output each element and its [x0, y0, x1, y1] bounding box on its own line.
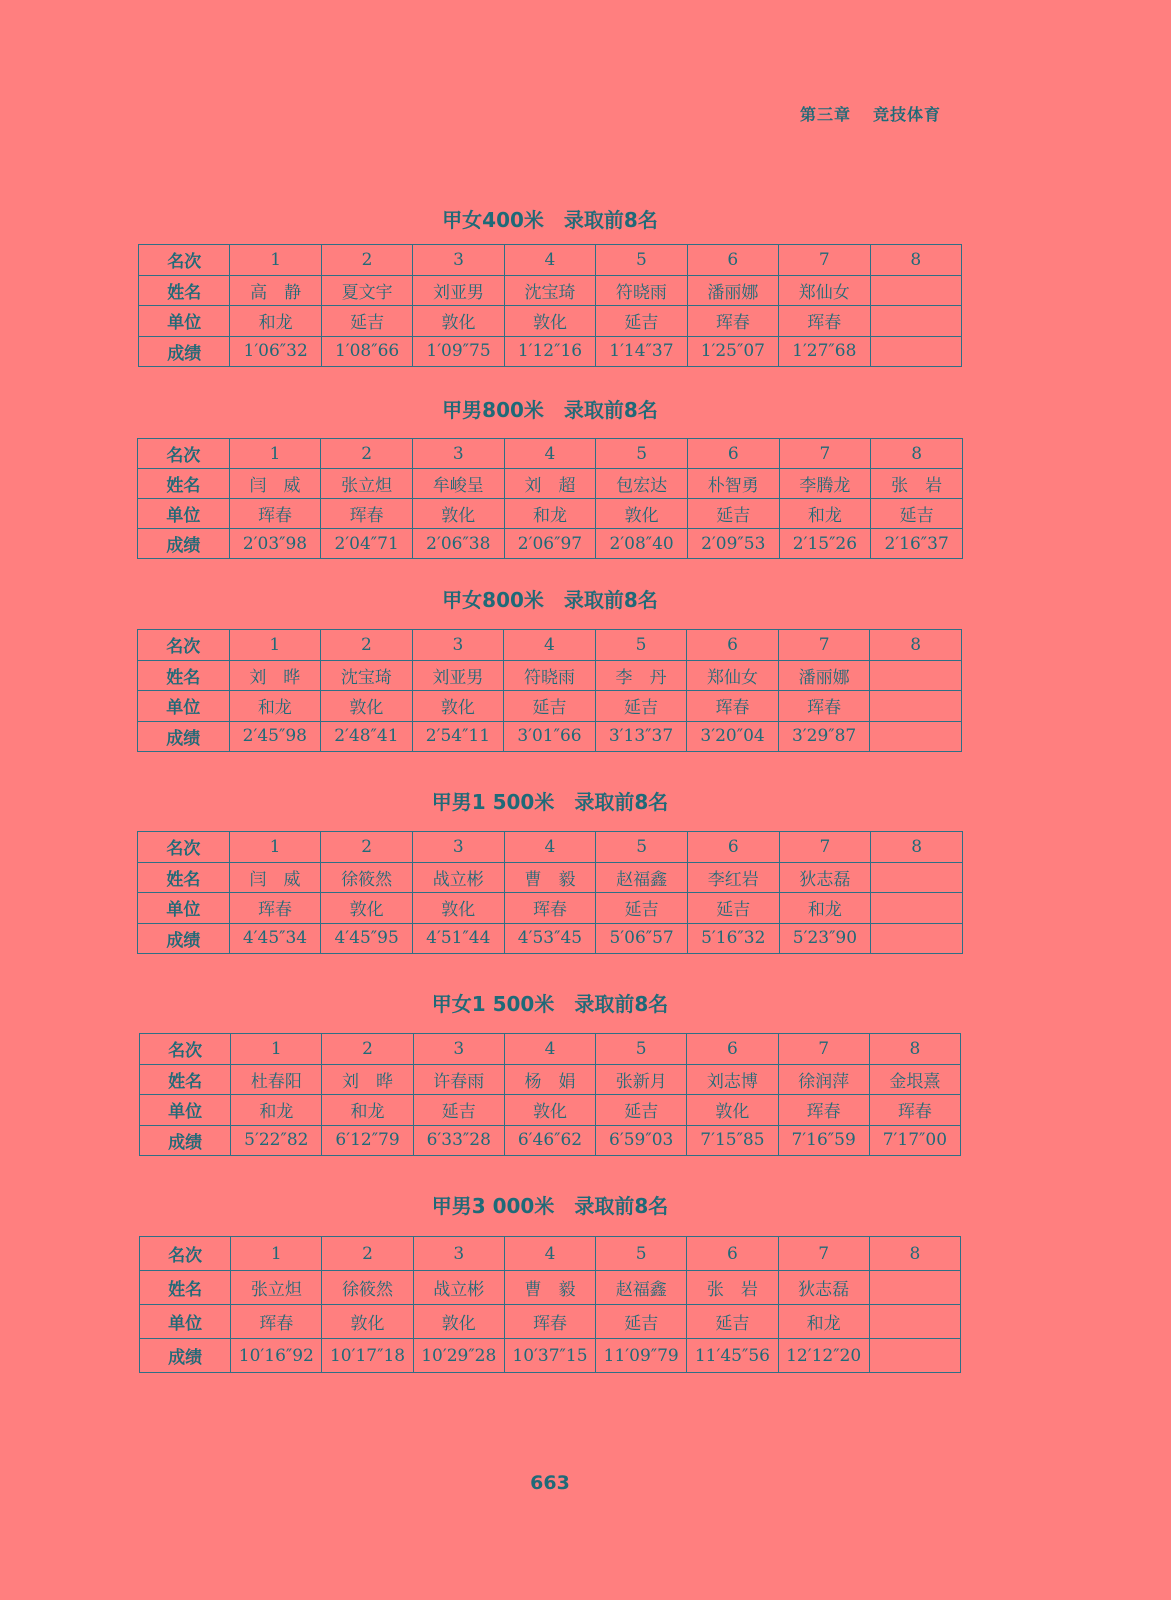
table-cell: 6 — [687, 630, 779, 661]
table-cell: 曹 毅 — [504, 862, 596, 893]
unit-row — [140, 1305, 961, 1339]
chapter-label: 第三章 — [799, 105, 851, 124]
table-cell: 敦化 — [321, 691, 413, 722]
table-cell: 6 — [687, 439, 779, 469]
table-cell: 李 丹 — [595, 660, 687, 691]
table-cell: 朴智勇 — [687, 469, 779, 499]
row-header-cell: 名次 — [140, 1237, 231, 1271]
table-cell: 延吉 — [596, 893, 688, 924]
table-cell: 7 — [778, 1034, 869, 1065]
table-cell — [869, 1339, 960, 1373]
table-cell: 5 — [595, 630, 687, 661]
section-label: 竞技体育 — [872, 105, 941, 124]
table-cell: 张立炟 — [321, 469, 413, 499]
table-cell: 金垠熹 — [869, 1064, 960, 1095]
page-number: 663 — [530, 1472, 570, 1494]
table-cell: 和龙 — [230, 306, 321, 337]
table-cell: 珲春 — [869, 1095, 960, 1126]
table-cell: 3 — [412, 439, 504, 469]
table-cell: 2 — [322, 1237, 413, 1271]
table-cell: 刘亚男 — [413, 275, 504, 306]
table-cell: 李红岩 — [687, 862, 779, 893]
table-cell: 牟峻呈 — [412, 469, 504, 499]
table-cell: 赵福鑫 — [596, 1271, 687, 1305]
table-cell: 和龙 — [231, 1095, 322, 1126]
table-cell: 刘亚男 — [412, 660, 504, 691]
table-cell: 6′46″62 — [504, 1125, 595, 1156]
row-header-cell: 姓名 — [138, 469, 230, 499]
table-cell: 7′16″59 — [778, 1125, 869, 1156]
rank-row — [140, 1237, 961, 1271]
table-cell: 3 — [412, 630, 504, 661]
table-cell: 2′09″53 — [687, 529, 779, 559]
table-cell: 1′08″66 — [321, 336, 412, 367]
table-cell: 珲春 — [779, 306, 870, 337]
event-title: 甲女400米 录取前8名 — [442, 208, 658, 232]
table-cell: 1′25″07 — [687, 336, 778, 367]
table-cell: 7 — [779, 832, 871, 863]
table-cell: 6 — [687, 1034, 778, 1065]
name-row — [140, 1271, 961, 1305]
results-table — [138, 244, 962, 367]
table-cell: 李腾龙 — [779, 469, 871, 499]
table-cell: 2′48″41 — [321, 721, 413, 752]
table-cell: 敦化 — [412, 893, 504, 924]
name-row — [140, 1064, 961, 1095]
table-cell: 1 — [230, 245, 321, 276]
table-cell: 5 — [596, 1034, 687, 1065]
table-cell: 6′59″03 — [596, 1125, 687, 1156]
table-cell: 3 — [413, 1237, 504, 1271]
table-cell: 6 — [687, 1237, 778, 1271]
table-cell: 郑仙女 — [779, 275, 870, 306]
name-row — [138, 660, 962, 691]
table-cell: 3′13″37 — [595, 721, 687, 752]
table-cell: 2 — [321, 832, 413, 863]
table-cell — [870, 691, 962, 722]
table-cell: 6 — [687, 245, 778, 276]
table-cell: 1′06″32 — [230, 336, 321, 367]
table-cell — [870, 336, 962, 367]
table-cell: 高 静 — [230, 275, 321, 306]
table-cell: 和龙 — [779, 499, 871, 529]
table-cell: 7 — [779, 439, 871, 469]
score-row — [138, 721, 962, 752]
unit-row — [138, 691, 962, 722]
table-cell: 7 — [778, 630, 870, 661]
table-cell: 延吉 — [687, 893, 779, 924]
table-cell: 2 — [321, 245, 412, 276]
table-cell: 5 — [596, 832, 688, 863]
table-cell: 延吉 — [596, 306, 687, 337]
table-cell: 珲春 — [687, 306, 778, 337]
table-cell: 沈宝琦 — [504, 275, 595, 306]
table-cell: 8 — [869, 1034, 960, 1065]
table-cell: 4 — [504, 1237, 595, 1271]
table-cell: 4′53″45 — [504, 923, 596, 954]
rank-row — [139, 245, 962, 276]
table-cell: 5 — [596, 245, 687, 276]
table-cell: 4 — [504, 832, 596, 863]
row-header-cell: 成绩 — [140, 1339, 231, 1373]
table-cell: 3 — [412, 832, 504, 863]
row-header-cell: 成绩 — [138, 721, 230, 752]
table-cell: 杨 娟 — [504, 1064, 595, 1095]
table-cell: 敦化 — [687, 1095, 778, 1126]
table-cell: 4′51″44 — [412, 923, 504, 954]
table-cell: 敦化 — [321, 893, 413, 924]
table-cell: 7′15″85 — [687, 1125, 778, 1156]
table-cell: 潘丽娜 — [687, 275, 778, 306]
table-cell: 刘 晔 — [322, 1064, 413, 1095]
table-cell: 狄志磊 — [779, 862, 871, 893]
table-cell: 张 岩 — [687, 1271, 778, 1305]
table-cell: 珲春 — [321, 499, 413, 529]
table-cell: 珲春 — [229, 893, 321, 924]
table-cell: 和龙 — [504, 499, 596, 529]
table-cell: 敦化 — [504, 306, 595, 337]
name-row — [139, 275, 962, 306]
table-cell: 1′12″16 — [504, 336, 595, 367]
table-cell: 2 — [321, 630, 413, 661]
rank-row — [140, 1034, 961, 1065]
table-cell: 包宏达 — [596, 469, 688, 499]
table-cell: 敦化 — [412, 691, 504, 722]
table-cell: 郑仙女 — [687, 660, 779, 691]
table-cell: 赵福鑫 — [596, 862, 688, 893]
results-table — [137, 629, 962, 752]
table-cell: 战立彬 — [412, 862, 504, 893]
results-table — [139, 1236, 961, 1373]
table-cell: 10′37″15 — [504, 1339, 595, 1373]
table-cell: 和龙 — [322, 1095, 413, 1126]
row-header-cell: 名次 — [138, 832, 230, 863]
results-table — [137, 831, 963, 954]
results-table — [139, 1033, 961, 1156]
event-title: 甲女800米 录取前8名 — [442, 588, 658, 612]
row-header-cell: 名次 — [138, 439, 230, 469]
table-cell: 珲春 — [778, 1095, 869, 1126]
score-row — [138, 529, 963, 559]
table-cell: 2′45″98 — [229, 721, 321, 752]
row-header-cell: 名次 — [139, 245, 230, 276]
row-header-cell: 单位 — [138, 499, 230, 529]
table-cell — [870, 275, 962, 306]
table-cell: 7 — [779, 245, 870, 276]
rank-row — [138, 832, 963, 863]
row-header-cell: 单位 — [140, 1305, 231, 1339]
table-cell: 闫 威 — [229, 469, 321, 499]
table-cell: 狄志磊 — [778, 1271, 869, 1305]
row-header-cell: 单位 — [138, 893, 230, 924]
table-cell: 张新月 — [596, 1064, 687, 1095]
table-cell: 11′45″56 — [687, 1339, 778, 1373]
table-cell: 2′06″97 — [504, 529, 596, 559]
table-cell: 敦化 — [322, 1305, 413, 1339]
table-cell: 5 — [596, 439, 688, 469]
unit-row — [138, 499, 963, 529]
unit-row — [138, 893, 963, 924]
table-cell: 战立彬 — [413, 1271, 504, 1305]
table-cell: 珲春 — [504, 1305, 595, 1339]
table-cell: 珲春 — [687, 691, 779, 722]
table-cell: 符晓雨 — [596, 275, 687, 306]
table-cell: 曹 毅 — [504, 1271, 595, 1305]
table-cell: 和龙 — [778, 1305, 869, 1339]
score-row — [138, 923, 963, 954]
table-cell: 8 — [870, 245, 962, 276]
table-cell: 1 — [231, 1034, 322, 1065]
table-cell: 4 — [504, 439, 596, 469]
event-title: 甲男800米 录取前8名 — [442, 398, 658, 422]
table-cell: 和龙 — [779, 893, 871, 924]
table-cell: 2′08″40 — [596, 529, 688, 559]
table-cell: 延吉 — [413, 1095, 504, 1126]
table-cell: 2′16″37 — [871, 529, 963, 559]
table-cell: 刘 超 — [504, 469, 596, 499]
table-cell: 1′09″75 — [413, 336, 504, 367]
table-cell: 敦化 — [412, 499, 504, 529]
score-row — [140, 1125, 961, 1156]
row-header-cell: 成绩 — [138, 923, 230, 954]
row-header-cell: 单位 — [138, 691, 230, 722]
event-title: 甲女1 500米 录取前8名 — [431, 992, 669, 1016]
row-header-cell: 成绩 — [139, 336, 230, 367]
table-cell: 3′29″87 — [778, 721, 870, 752]
table-cell: 1 — [229, 439, 321, 469]
table-cell: 7′17″00 — [869, 1125, 960, 1156]
table-cell — [869, 1271, 960, 1305]
table-cell: 徐润萍 — [778, 1064, 869, 1095]
table-cell: 3 — [413, 245, 504, 276]
table-cell — [869, 1305, 960, 1339]
table-cell: 和龙 — [229, 691, 321, 722]
table-cell: 2′54″11 — [412, 721, 504, 752]
table-cell: 5′06″57 — [596, 923, 688, 954]
table-cell: 5 — [596, 1237, 687, 1271]
table-cell: 符晓雨 — [504, 660, 596, 691]
table-cell: 7 — [778, 1237, 869, 1271]
table-cell: 11′09″79 — [596, 1339, 687, 1373]
table-cell: 2′15″26 — [779, 529, 871, 559]
table-cell: 10′17″18 — [322, 1339, 413, 1373]
results-table — [137, 438, 963, 559]
table-cell: 延吉 — [504, 691, 596, 722]
table-cell: 3′01″66 — [504, 721, 596, 752]
table-cell: 6′33″28 — [413, 1125, 504, 1156]
table-cell: 5′23″90 — [779, 923, 871, 954]
table-cell: 4′45″95 — [321, 923, 413, 954]
table-cell: 珲春 — [504, 893, 596, 924]
table-cell: 5′16″32 — [687, 923, 779, 954]
event-title: 甲男1 500米 录取前8名 — [431, 790, 669, 814]
row-header-cell: 姓名 — [138, 862, 230, 893]
table-cell: 延吉 — [596, 1305, 687, 1339]
name-row — [138, 862, 963, 893]
table-cell: 6′12″79 — [322, 1125, 413, 1156]
table-cell: 延吉 — [687, 499, 779, 529]
name-row — [138, 469, 963, 499]
row-header-cell: 名次 — [140, 1034, 231, 1065]
table-cell: 张立炟 — [231, 1271, 322, 1305]
row-header-cell: 单位 — [139, 306, 230, 337]
score-row — [139, 336, 962, 367]
unit-row — [140, 1095, 961, 1126]
table-cell: 张 岩 — [871, 469, 963, 499]
table-cell: 敦化 — [504, 1095, 595, 1126]
table-cell: 8 — [871, 832, 963, 863]
rank-row — [138, 630, 962, 661]
row-header-cell: 姓名 — [140, 1064, 231, 1095]
rank-row — [138, 439, 963, 469]
table-cell: 许春雨 — [413, 1064, 504, 1095]
unit-row — [139, 306, 962, 337]
table-cell: 1 — [229, 630, 321, 661]
row-header-cell: 姓名 — [140, 1271, 231, 1305]
table-cell: 徐筱然 — [322, 1271, 413, 1305]
table-cell: 1′27″68 — [779, 336, 870, 367]
table-cell: 闫 威 — [229, 862, 321, 893]
table-cell: 刘 晔 — [229, 660, 321, 691]
table-cell: 夏文宇 — [321, 275, 412, 306]
table-cell: 延吉 — [321, 306, 412, 337]
table-cell: 刘志博 — [687, 1064, 778, 1095]
row-header-cell: 姓名 — [138, 660, 230, 691]
table-cell: 2 — [322, 1034, 413, 1065]
table-cell: 沈宝琦 — [321, 660, 413, 691]
row-header-cell: 名次 — [138, 630, 230, 661]
table-cell: 1 — [229, 832, 321, 863]
table-cell: 4 — [504, 630, 596, 661]
table-cell: 10′16″92 — [231, 1339, 322, 1373]
table-cell: 10′29″28 — [413, 1339, 504, 1373]
table-cell: 6 — [687, 832, 779, 863]
table-cell: 敦化 — [596, 499, 688, 529]
table-cell — [871, 862, 963, 893]
table-cell: 4 — [504, 245, 595, 276]
event-title: 甲男3 000米 录取前8名 — [431, 1194, 669, 1218]
table-cell: 2′04″71 — [321, 529, 413, 559]
table-cell — [871, 893, 963, 924]
score-row — [140, 1339, 961, 1373]
table-cell: 3 — [413, 1034, 504, 1065]
table-cell — [870, 721, 962, 752]
row-header-cell: 成绩 — [138, 529, 230, 559]
table-cell: 2′03″98 — [229, 529, 321, 559]
row-header-cell: 姓名 — [139, 275, 230, 306]
table-cell: 杜春阳 — [231, 1064, 322, 1095]
table-cell: 5′22″82 — [231, 1125, 322, 1156]
running-head — [800, 102, 941, 125]
table-cell: 徐筱然 — [321, 862, 413, 893]
table-cell: 延吉 — [596, 1095, 687, 1126]
row-header-cell: 单位 — [140, 1095, 231, 1126]
table-cell: 敦化 — [413, 306, 504, 337]
table-cell: 4′45″34 — [229, 923, 321, 954]
table-cell: 敦化 — [413, 1305, 504, 1339]
table-cell: 3′20″04 — [687, 721, 779, 752]
table-cell: 12′12″20 — [778, 1339, 869, 1373]
table-cell: 延吉 — [871, 499, 963, 529]
table-cell — [870, 306, 962, 337]
table-cell: 8 — [870, 630, 962, 661]
table-cell: 8 — [871, 439, 963, 469]
table-cell: 8 — [869, 1237, 960, 1271]
table-cell — [870, 660, 962, 691]
table-cell — [871, 923, 963, 954]
row-header-cell: 成绩 — [140, 1125, 231, 1156]
table-cell: 珲春 — [231, 1305, 322, 1339]
table-cell: 延吉 — [595, 691, 687, 722]
table-cell: 延吉 — [687, 1305, 778, 1339]
table-cell: 潘丽娜 — [778, 660, 870, 691]
table-cell: 4 — [504, 1034, 595, 1065]
table-cell: 1′14″37 — [596, 336, 687, 367]
table-cell: 珲春 — [778, 691, 870, 722]
table-cell: 1 — [231, 1237, 322, 1271]
table-cell: 珲春 — [229, 499, 321, 529]
table-cell: 2 — [321, 439, 413, 469]
table-cell: 2′06″38 — [412, 529, 504, 559]
